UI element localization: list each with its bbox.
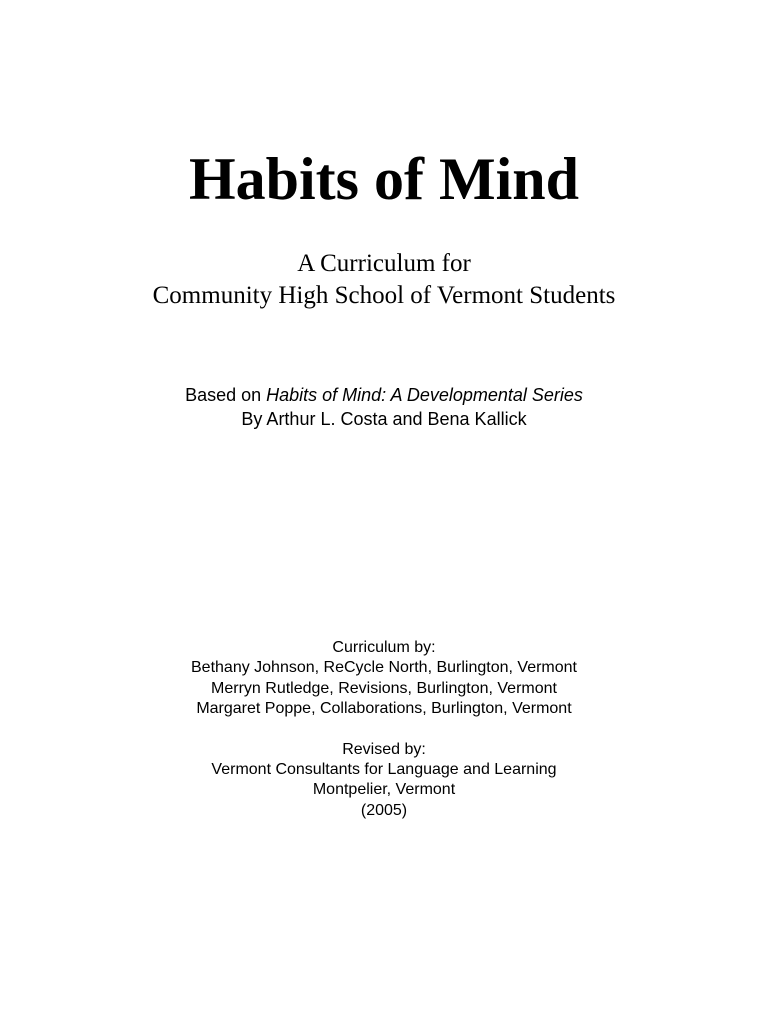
revised-heading: Revised by: [342, 741, 426, 758]
revised-location: Montpelier, Vermont [312, 781, 456, 798]
original-authors: By Arthur L. Costa and Bena Kallick [241, 409, 527, 429]
publication-year: (2005) [360, 802, 408, 819]
subtitle-line-1: A Curriculum for [297, 250, 471, 277]
subtitle-line-2: Community High School of Vermont Students [152, 282, 616, 309]
curriculum-author: Margaret Poppe, Collaborations, Burlington, Vermont [196, 700, 572, 717]
curriculum-heading: Curriculum by: [332, 639, 436, 656]
based-on-title: Habits of Mind: A Developmental Series [266, 385, 583, 405]
based-on-prefix: Based on [185, 385, 267, 405]
page-title: Habits of Mind [188, 146, 580, 212]
revised-organization: Vermont Consultants for Language and Learning [211, 761, 557, 778]
curriculum-author: Bethany Johnson, ReCycle North, Burlington, Vermont [191, 659, 577, 676]
curriculum-author: Merryn Rutledge, Revisions, Burlington, Vermont [211, 680, 557, 697]
based-on-line [0, 383, 768, 407]
